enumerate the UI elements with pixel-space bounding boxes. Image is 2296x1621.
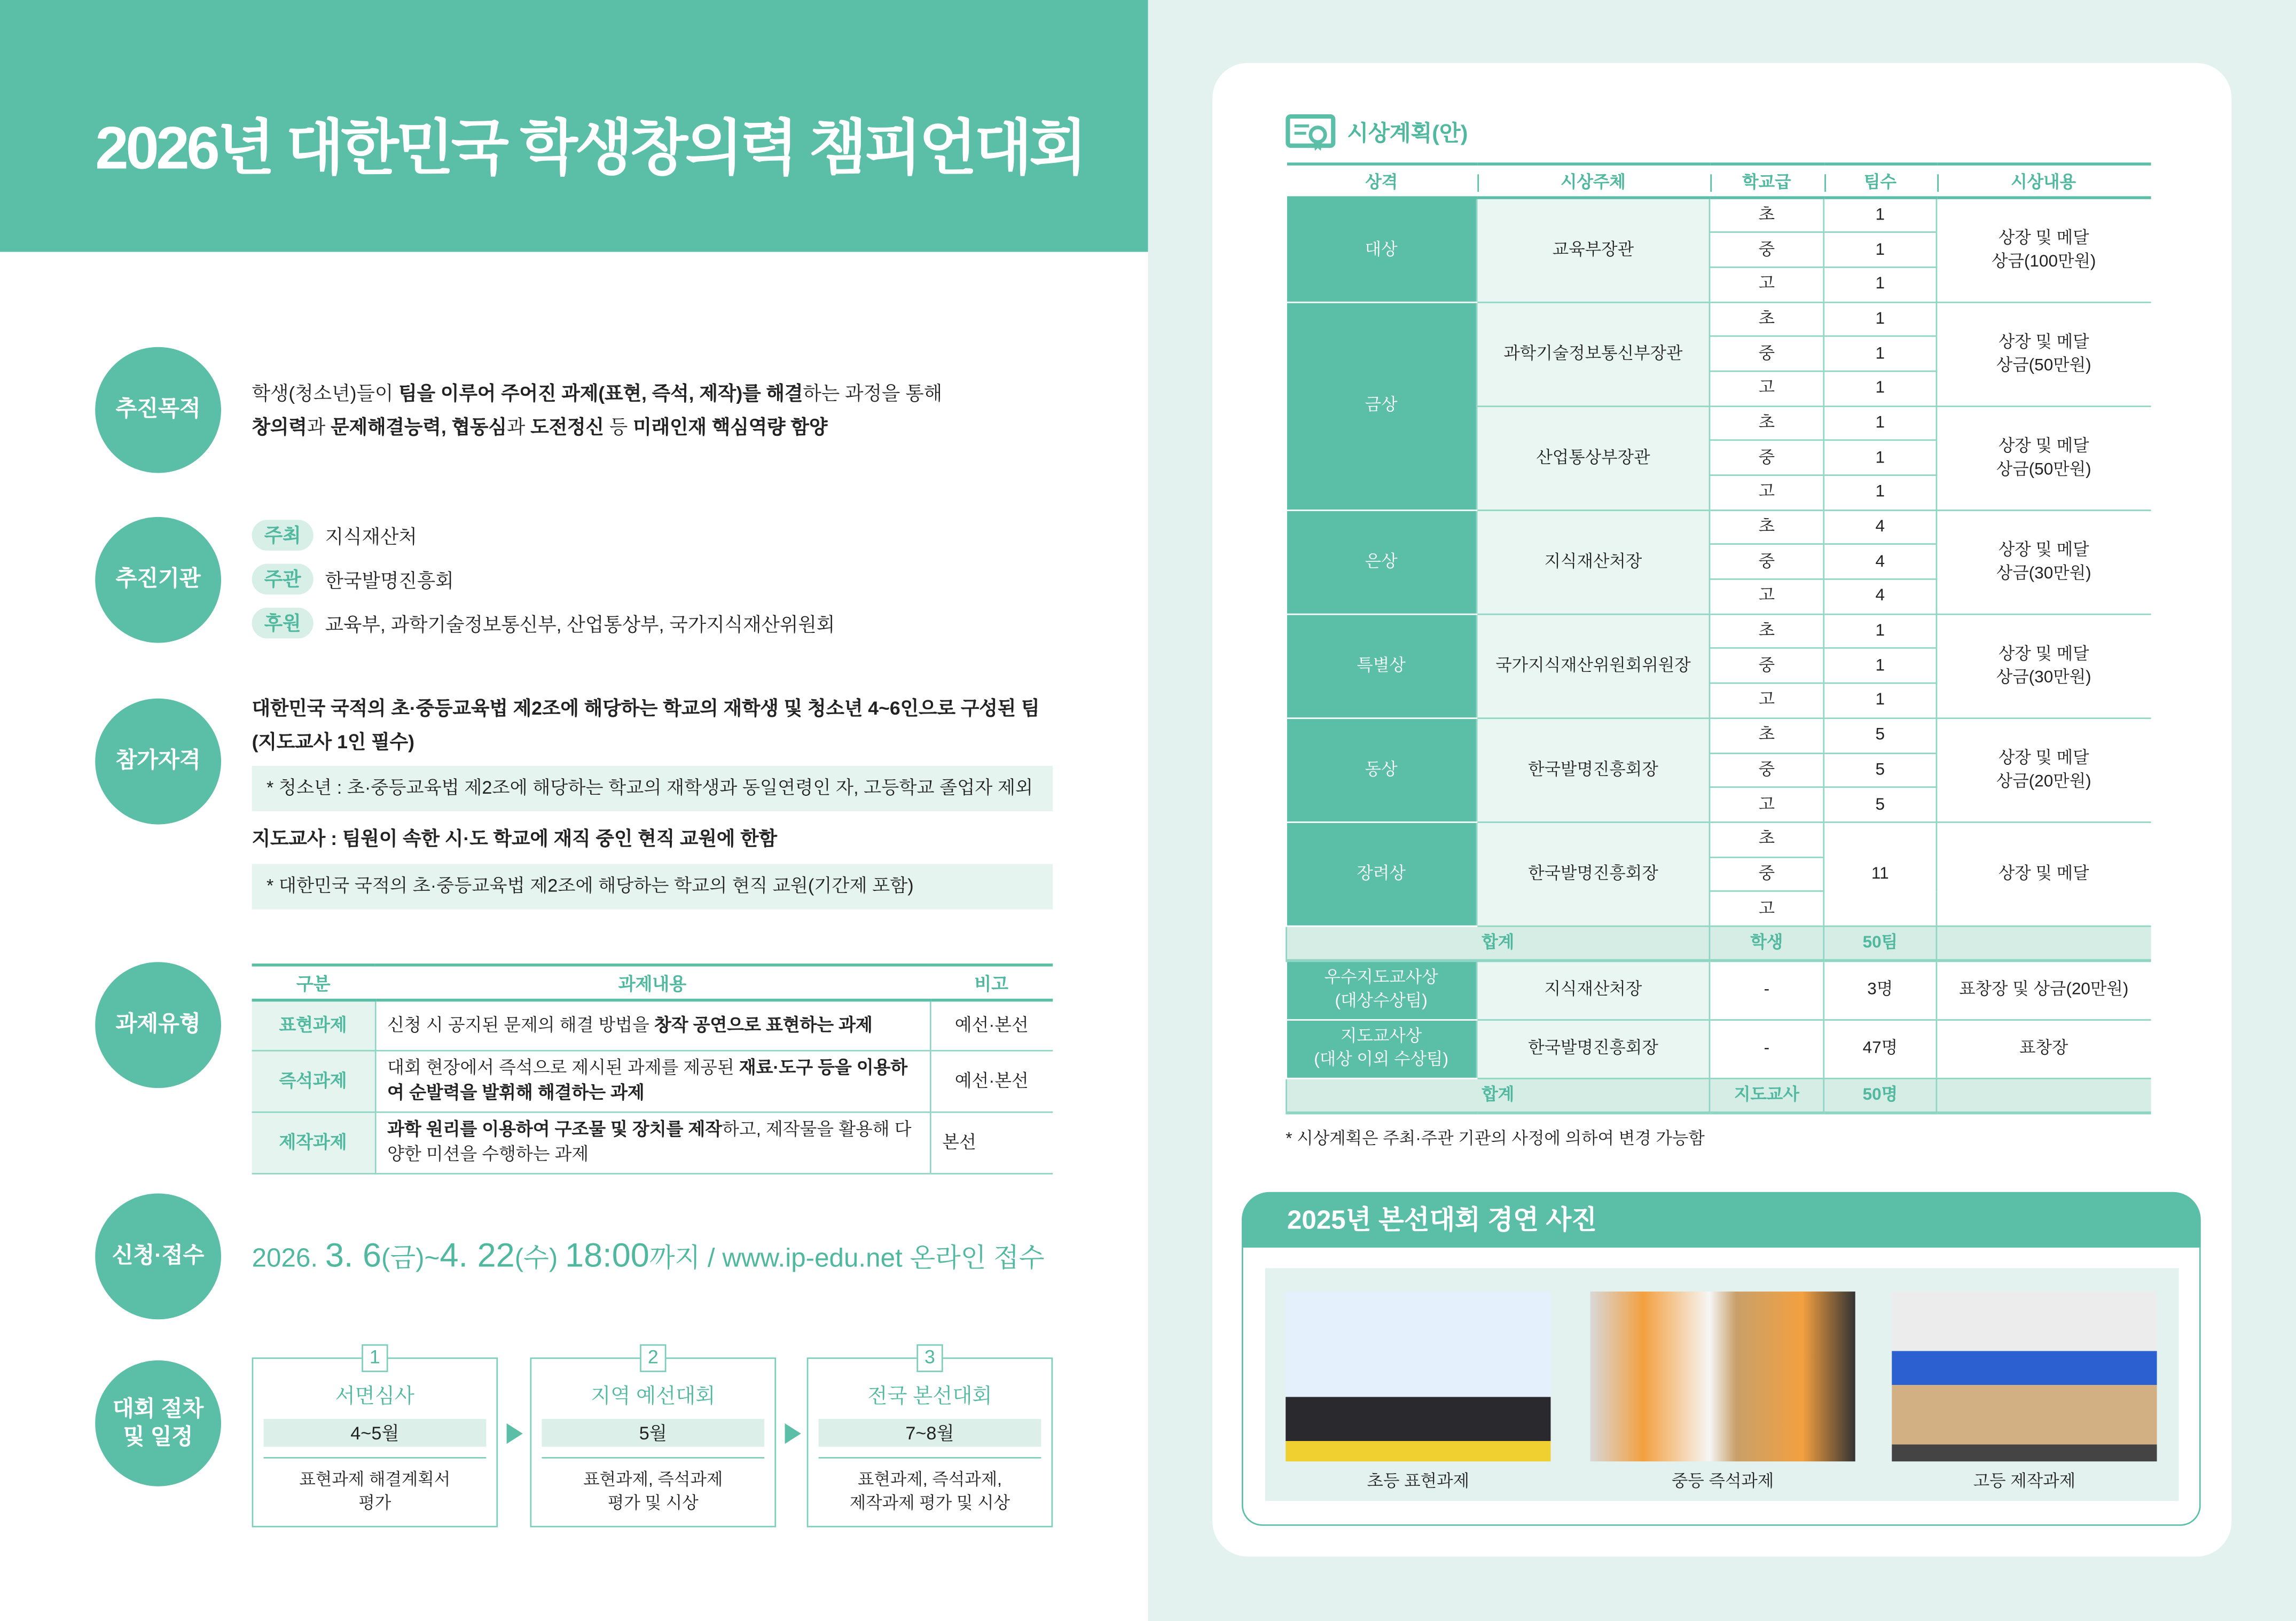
school-level: 중 <box>1710 336 1824 371</box>
award-row <box>1287 718 2151 753</box>
prize-content <box>1937 718 2150 822</box>
photo-caption: 고등 제작과제 <box>1973 1473 2076 1491</box>
awards-header <box>1937 164 2150 198</box>
team-count: 1 <box>1824 198 1937 232</box>
org-value: 교육부, 과학기술정보통신부, 산업통상부, 국가지식재산위원회 <box>325 613 835 635</box>
award-row <box>1287 822 2151 857</box>
award-row <box>1287 302 2151 336</box>
text-segment: 팀을 이루어 주어진 과제(표현, 즉석, 제작)를 해결 <box>398 382 803 404</box>
awards-title: 시상계획(안) <box>1347 121 1468 147</box>
school-level: 중 <box>1710 753 1824 787</box>
schedule-step <box>807 1345 1053 1528</box>
apply-end: 4. 22 <box>440 1235 515 1274</box>
cell-line: 상금(50만원) <box>1996 356 2091 374</box>
award-grade <box>1287 961 1477 1020</box>
awards-header <box>1710 164 1824 198</box>
page-title: 2026년 대한민국 학생창의력 챔피언대회 <box>95 114 1085 182</box>
team-count: 4 <box>1824 510 1937 545</box>
prize-content <box>1937 822 2150 926</box>
award-grade: 특별상 <box>1287 614 1477 718</box>
team-count: 4 <box>1824 580 1937 614</box>
total-label: 합계 <box>1287 1078 1710 1113</box>
step-period: 5월 <box>542 1419 764 1448</box>
award-grade: 금상 <box>1287 302 1477 510</box>
cell-line: 상금(20만원) <box>1996 773 2091 791</box>
schedule-step <box>530 1345 776 1528</box>
award-organization: 산업통상부장관 <box>1477 406 1710 510</box>
school-level: 고 <box>1710 475 1824 510</box>
total-count: 50명 <box>1824 1078 1937 1113</box>
cell-line: 상장 및 메달 <box>1998 437 2089 455</box>
school-level: 초 <box>1710 406 1824 441</box>
teacher-award-row <box>1287 961 2151 1020</box>
purpose-text <box>252 377 943 444</box>
award-grade <box>1287 1020 1477 1078</box>
section-label-eligibility: 참가자격 <box>95 699 221 825</box>
cell-line: 상장 및 메달 <box>1998 645 2089 663</box>
org-row <box>252 557 835 600</box>
step-number: 1 <box>362 1344 388 1372</box>
team-count: 1 <box>1824 683 1937 718</box>
step-number: 3 <box>916 1344 943 1372</box>
org-row <box>252 600 835 644</box>
divider <box>819 1457 1041 1459</box>
cell-line: 상금(100만원) <box>1991 253 2096 271</box>
total-label: 합계 <box>1287 926 1710 961</box>
cell-line: 상장 및 메달 <box>1998 865 2089 883</box>
apply-start-day: (금) <box>381 1243 425 1273</box>
photo-caption: 초등 표현과제 <box>1367 1473 1470 1491</box>
prize-content <box>1937 406 2150 510</box>
awards-header-label: 학교급 <box>1742 173 1791 191</box>
school-level: 중 <box>1710 545 1824 580</box>
photo-high-build <box>1892 1291 2157 1461</box>
school-level: 초 <box>1710 510 1824 545</box>
cell-line: 상장 및 메달 <box>1998 749 2089 768</box>
school-level: 초 <box>1710 302 1824 336</box>
prize-content: 표창장 및 상금(20만원) <box>1937 961 2150 1020</box>
prize-content <box>1937 198 2150 302</box>
school-level: 초 <box>1710 614 1824 648</box>
school-level: 중 <box>1710 441 1824 475</box>
school-level: 초 <box>1710 822 1824 857</box>
task-type: 제작과제 <box>252 1111 375 1173</box>
org-tag: 주최 <box>252 519 314 550</box>
section-label-tasks: 과제유형 <box>95 962 221 1088</box>
purpose-line <box>252 377 943 410</box>
task-content <box>375 1000 930 1050</box>
team-count: 11 <box>1824 822 1937 926</box>
team-count: 1 <box>1824 267 1937 302</box>
prize-content: 표창장 <box>1937 1020 2150 1078</box>
team-count: 5 <box>1824 718 1937 753</box>
awards-table <box>1286 162 2150 1114</box>
total-level: 지도교사 <box>1710 1078 1824 1113</box>
award-grade: 은상 <box>1287 510 1477 614</box>
awards-footnote: * 시상계획은 주최·주관 기관의 사정에 의하여 변경 가능함 <box>1286 1130 1705 1148</box>
awards-header-label: 시상주체 <box>1561 173 1626 191</box>
award-organization: 한국발명진흥회장 <box>1477 718 1710 822</box>
task-header: 과제내용 <box>375 965 930 1000</box>
team-count: 1 <box>1824 648 1937 683</box>
divider <box>542 1457 764 1459</box>
step-desc: 표현과제 해결계획서 <box>299 1471 451 1490</box>
award-organization: 한국발명진흥회장 <box>1477 1020 1710 1078</box>
prize-content <box>1937 614 2150 718</box>
text-segment: 등 <box>604 416 633 438</box>
text-segment: 창의력 <box>252 416 307 438</box>
task-content <box>375 1050 930 1111</box>
cell-line: (대상수상팀) <box>1335 993 1428 1011</box>
awards-header <box>1477 164 1710 198</box>
divider <box>264 1457 487 1459</box>
section-label-schedule: 대회 절차 및 일정 <box>95 1360 221 1486</box>
text-segment: 미래인재 핵심역량 함양 <box>633 416 828 438</box>
text-segment: 과 <box>506 416 531 438</box>
text-segment: 과 <box>307 416 331 438</box>
award-grade: 대상 <box>1287 198 1477 302</box>
step-desc: 제작과제 평가 및 시상 <box>849 1495 1010 1513</box>
org-row <box>252 513 835 557</box>
team-count: 1 <box>1824 302 1937 336</box>
total-row <box>1287 926 2151 961</box>
team-count: 1 <box>1824 371 1937 406</box>
team-count: 1 <box>1824 406 1937 441</box>
cell-line: 지도교사상 <box>1340 1028 1422 1046</box>
task-type: 즉석과제 <box>252 1050 375 1111</box>
cell-line: 상장 및 메달 <box>1998 333 2089 351</box>
org-value: 한국발명진흥회 <box>325 569 454 591</box>
school-level: 중 <box>1710 232 1824 267</box>
text-segment: 학생(청소년)들이 <box>252 382 399 404</box>
school-level: - <box>1710 961 1824 1020</box>
task-type: 표현과제 <box>252 1000 375 1050</box>
cell-line: 상금(50만원) <box>1996 460 2091 479</box>
school-level: 고 <box>1710 891 1824 926</box>
text-segment: 하고, 제작물을 활용해 다양한 미션을 수행하는 과제 <box>387 1118 912 1164</box>
team-count: 1 <box>1824 614 1937 648</box>
step-period: 7~8월 <box>819 1419 1041 1448</box>
eligibility-block <box>252 691 1053 910</box>
text-segment: 하는 과정을 통해 <box>803 382 943 404</box>
task-header: 구분 <box>252 965 375 1000</box>
team-count: 47명 <box>1824 1020 1937 1078</box>
cell-line: 상장 및 메달 <box>1998 229 2089 247</box>
section-label-org: 추진기관 <box>95 517 221 643</box>
photo-caption: 중등 즉석과제 <box>1671 1473 1774 1491</box>
cell-line: 상금(30만원) <box>1996 669 2091 687</box>
total-empty <box>1937 926 2150 961</box>
award-grade: 동상 <box>1287 718 1477 822</box>
text-segment: 문제해결능력, 협동심 <box>331 416 507 438</box>
step-desc: 평가 및 시상 <box>607 1495 699 1513</box>
photo-middle-instant <box>1590 1291 1855 1461</box>
award-organization: 과학기술정보통신부장관 <box>1477 302 1710 406</box>
total-count: 50팀 <box>1824 926 1937 961</box>
apply-start: 3. 6 <box>325 1235 382 1274</box>
total-row <box>1287 1078 2151 1113</box>
total-level: 학생 <box>1710 926 1824 961</box>
certificate-icon <box>1286 114 1335 152</box>
text-segment: 과학 원리를 이용하여 구조물 및 장치를 제작 <box>387 1118 723 1140</box>
apply-rest: 까지 / www.ip-edu.net 온라인 접수 <box>649 1243 1045 1273</box>
prize-content <box>1937 510 2150 614</box>
school-level: - <box>1710 1020 1824 1078</box>
teacher-award-row <box>1287 1020 2151 1078</box>
section-label-purpose: 추진목적 <box>95 347 221 473</box>
text-segment: 대회 현장에서 즉석으로 제시된 과제를 제공된 <box>387 1057 739 1078</box>
awards-header: 상격 <box>1287 164 1477 198</box>
award-organization: 지식재산처장 <box>1477 510 1710 614</box>
cell-line: 우수지도교사상 <box>1324 970 1438 988</box>
photos-title: 2025년 본선대회 경연 사진 <box>1242 1192 2201 1248</box>
school-level: 중 <box>1710 857 1824 891</box>
eligibility-note: * 청소년 : 초·중등교육법 제2조에 해당하는 학교의 재학생과 동일연령인 자, 고등학교 졸업자 제외 <box>252 766 1053 811</box>
team-count: 5 <box>1824 787 1937 822</box>
prize-content <box>1937 302 2150 406</box>
cell-line: 상금(30만원) <box>1996 565 2091 583</box>
school-level: 고 <box>1710 787 1824 822</box>
schedule-step <box>252 1345 498 1528</box>
cell-line: (대상 이외 수상팀) <box>1314 1051 1448 1069</box>
award-organization: 한국발명진흥회장 <box>1477 822 1710 926</box>
step-period: 4~5월 <box>264 1419 487 1448</box>
org-value: 지식재산처 <box>325 524 417 547</box>
application-period <box>252 1236 1045 1275</box>
text-segment: 재료·도구 등을 이용하여 순발력을 발휘해 해결하는 과제 <box>387 1057 908 1103</box>
award-row <box>1287 510 2151 545</box>
award-organization: 국가지식재산위원회위원장 <box>1477 614 1710 718</box>
team-count: 1 <box>1824 232 1937 267</box>
teacher-eligibility: 지도교사 : 팀원이 속한 시·도 학교에 재직 중인 현직 교원에 한함 <box>252 827 778 850</box>
awards-header-label: 시상내용 <box>2011 173 2076 191</box>
school-level: 고 <box>1710 580 1824 614</box>
section-label-apply: 신청·접수 <box>95 1193 221 1319</box>
task-content <box>375 1111 930 1173</box>
text-segment: 도전정신 <box>530 416 604 438</box>
org-list <box>252 513 835 645</box>
step-desc: 표현과제, 즉석과제, <box>857 1471 1002 1490</box>
school-level: 고 <box>1710 267 1824 302</box>
task-note: 본선 <box>930 1111 1053 1173</box>
step-title: 지역 예선대회 <box>591 1383 716 1407</box>
step-desc: 평가 <box>358 1495 391 1513</box>
team-count: 3명 <box>1824 961 1937 1020</box>
task-note: 예선·본선 <box>930 1000 1053 1050</box>
total-empty <box>1937 1078 2150 1113</box>
award-row <box>1287 198 2151 232</box>
teacher-note: * 대한민국 국적의 초·중등교육법 제2조에 해당하는 학교의 현직 교원(기간제 포함) <box>252 864 1053 910</box>
text-segment: 창작 공연으로 표현하는 과제 <box>654 1014 873 1035</box>
school-level: 초 <box>1710 198 1824 232</box>
step-number: 2 <box>640 1344 666 1372</box>
award-organization: 교육부장관 <box>1477 198 1710 302</box>
apply-end-day: (수) <box>514 1243 558 1273</box>
task-header: 비고 <box>930 965 1053 1000</box>
org-tag: 후원 <box>252 607 314 638</box>
text-segment: 신청 시 공지된 문제의 해결 방법을 <box>387 1014 654 1035</box>
cell-line: 상장 및 메달 <box>1998 541 2089 559</box>
step-desc: 표현과제, 즉석과제 <box>583 1471 723 1490</box>
step-title: 서면심사 <box>335 1383 415 1407</box>
school-level: 고 <box>1710 371 1824 406</box>
arrow-right-icon <box>785 1423 801 1444</box>
award-organization: 지식재산처장 <box>1477 961 1710 1020</box>
team-count: 1 <box>1824 441 1937 475</box>
step-title: 전국 본선대회 <box>867 1383 992 1407</box>
purpose-line <box>252 410 943 444</box>
team-count: 1 <box>1824 475 1937 510</box>
task-note: 예선·본선 <box>930 1050 1053 1111</box>
apply-year: 2026. <box>252 1243 318 1273</box>
apply-tilde: ~ <box>424 1243 440 1273</box>
eligibility-main: 대한민국 국적의 초·중등교육법 제2조에 해당하는 학교의 재학생 및 청소년 4~6인으로 구성된 팀 <box>252 697 1040 719</box>
award-row <box>1287 614 2151 648</box>
awards-header <box>1824 164 1937 198</box>
org-tag: 주관 <box>252 563 314 594</box>
arrow-right-icon <box>507 1423 523 1444</box>
awards-header-label: 팀수 <box>1863 173 1897 191</box>
eligibility-main-2: (지도교사 1인 필수) <box>252 731 414 753</box>
task-table <box>252 964 1053 1173</box>
school-level: 고 <box>1710 683 1824 718</box>
team-count: 1 <box>1824 336 1937 371</box>
award-grade: 장려상 <box>1287 822 1477 926</box>
team-count: 5 <box>1824 753 1937 787</box>
apply-time: 18:00 <box>565 1235 649 1274</box>
school-level: 중 <box>1710 648 1824 683</box>
school-level: 초 <box>1710 718 1824 753</box>
team-count: 4 <box>1824 545 1937 580</box>
photo-elementary-performance <box>1286 1291 1550 1461</box>
